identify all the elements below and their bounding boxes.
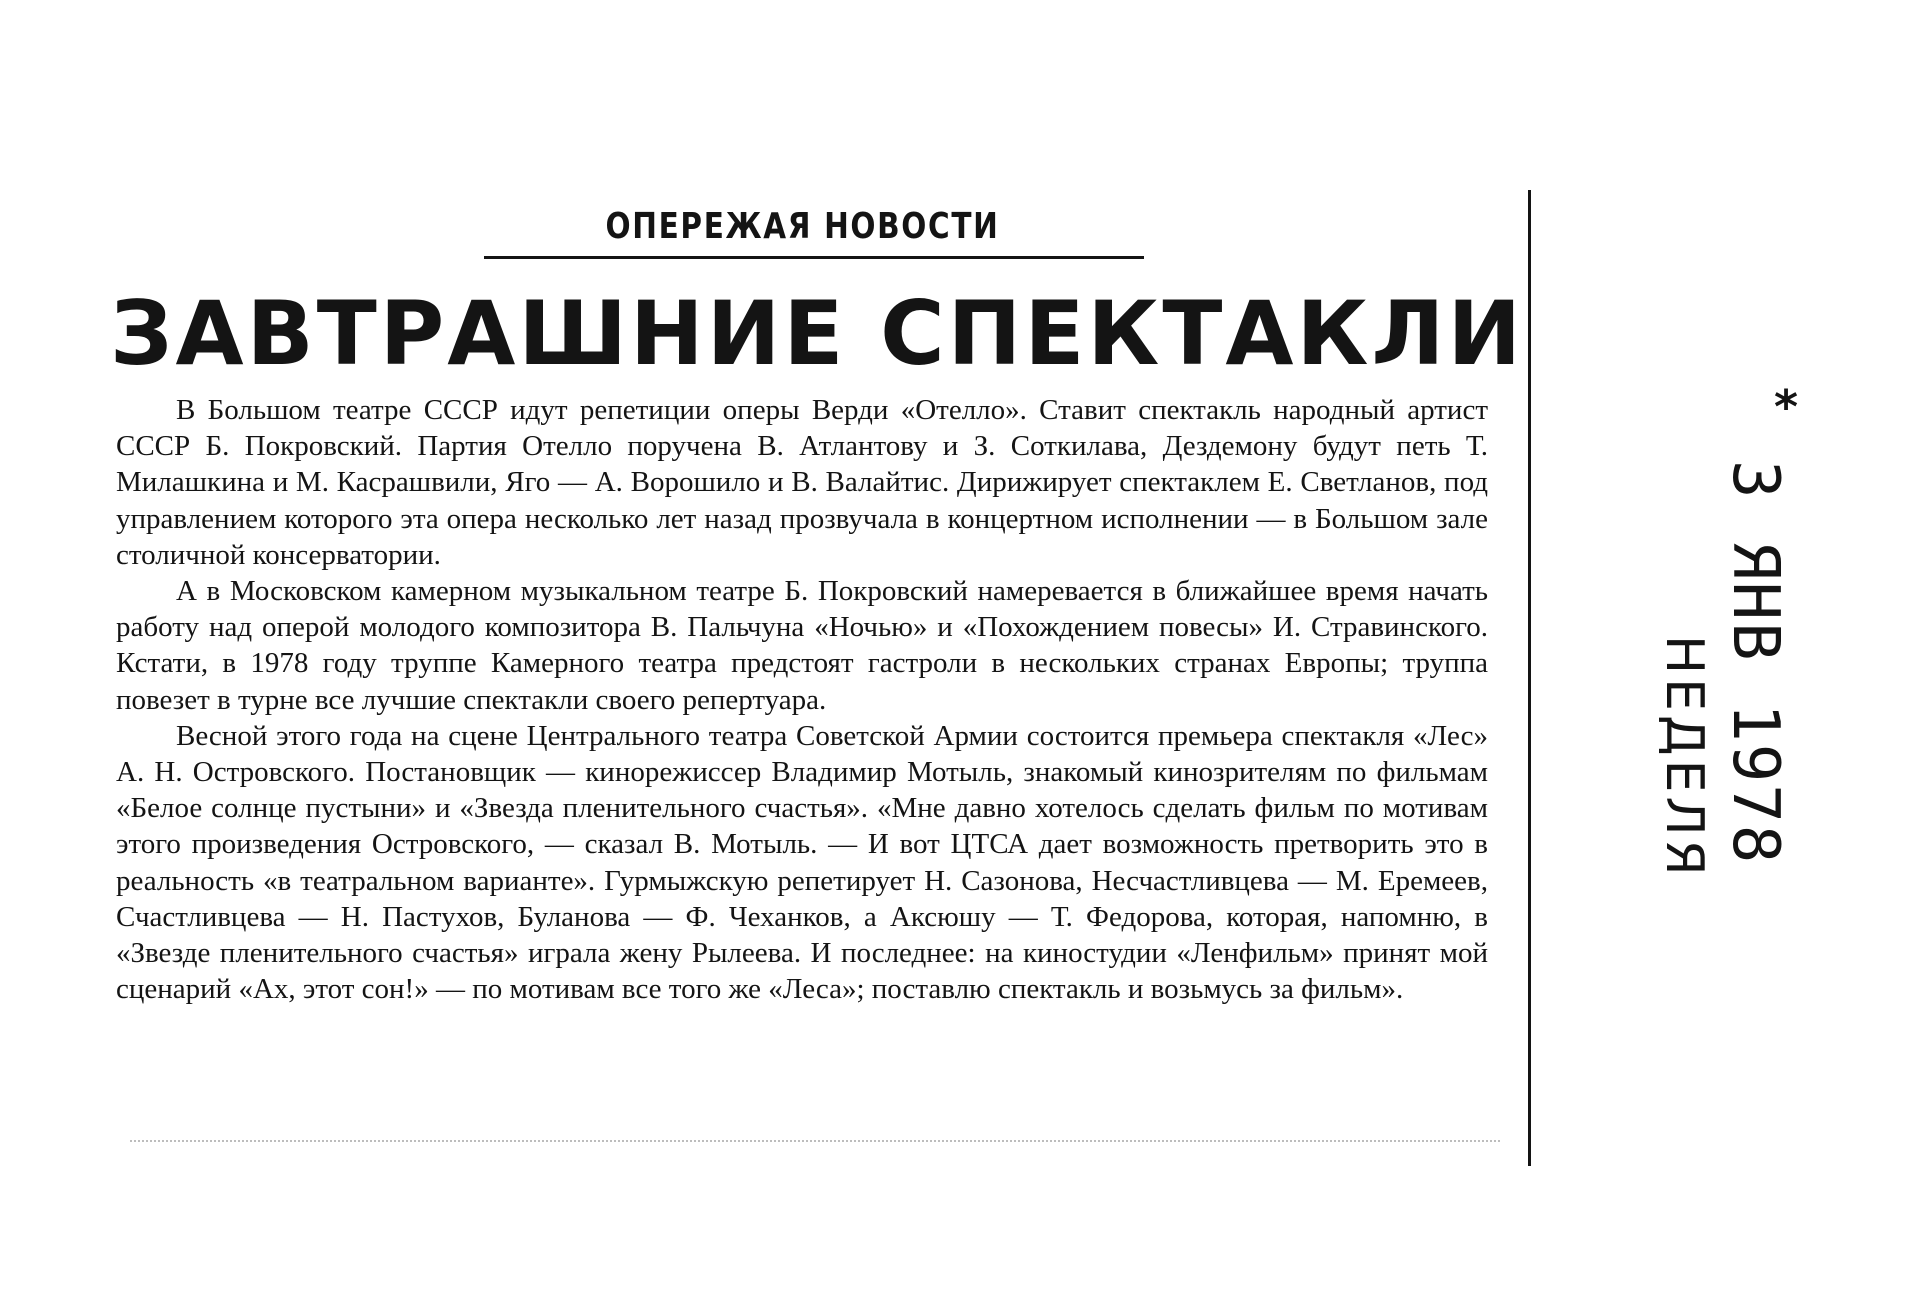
newspaper-clipping [110,196,1525,1146]
article-body [116,392,1488,1007]
article-paragraph-3: Весной этого года на сцене Центрального театра Советской Армии состоится премьера спектакля «Лес» А. Н. Островского. Постановщик — кинорежиссер Владимир Мотыль, знакомый кинозрителям по фильмам «Белое солнце пустыни» и «Звезда пленительного счастья». «Мне давно хотелось сделать фильм по мотивам этого произведения Островского, — сказал В. Мотыль. — И вот ЦТСА дает возможность претворить это в реальность «в театральном варианте». Гурмыжскую репетирует Н. Сазонова, Несчастливцева — М. Еремеев, Счастливцева — Н. Пастухов, Буланова — Ф. Чеханков, а Аксюшу — Т. Федорова, которая, напомню, в «Звезде пленительного счастья» играла жену Рылеева. И последнее: на киностудии «Ленфильм» принят мой сценарий «Ах, этот сон!» — по мотивам все того же «Леса»; поставлю спектакль и возьмусь за фильм». [116,719,1488,1006]
article-paragraph-1: В Большом театре СССР идут репетиции оперы Верди «Отелло». Ставит спектакль народный артист СССР Б. Покровский. Партия Отелло поручена В. Атлантову и З. Соткилава, Дездемону будут петь Т. Милашкина и М. Касрашвили, Яго — А. Ворошило и В. Валайтис. Дирижирует спектаклем Е. Светланов, под управлением которого эта опера несколько лет назад прозвучала в концертном исполнении — в Большом зале столичной консерватории. [116,394,1488,571]
rubric-heading: ОПЕРЕЖАЯ НОВОСТИ [605,206,1000,247]
bottom-dotted-edge [130,1140,1500,1144]
stamp-source: НЕДЕЛЯ [1654,635,1714,880]
stamp-date: 3 ЯНВ 1978 [1718,460,1792,866]
article-paragraph-2: А в Московском камерном музыкальном театре Б. Покровский намеревается в ближайшее время начать работу над оперой молодого композитора В. Пальчуна «Ночью» и «Похождением повесы» И. Стравинского. Кстати, в 1978 году труппе Камерного театра предстоят гастроли в нескольких странах Европы; труппа повезет в турне все лучшие спектакли своего репертуара. [116,575,1488,716]
article-headline: ЗАВТРАШНИЕ СПЕКТАКЛИ [110,282,1525,385]
clipping-border-line [1528,190,1531,1166]
stamp-star-icon: * [1774,380,1799,434]
archive-stamp [1632,380,1862,920]
rubric-underline [484,256,1144,259]
